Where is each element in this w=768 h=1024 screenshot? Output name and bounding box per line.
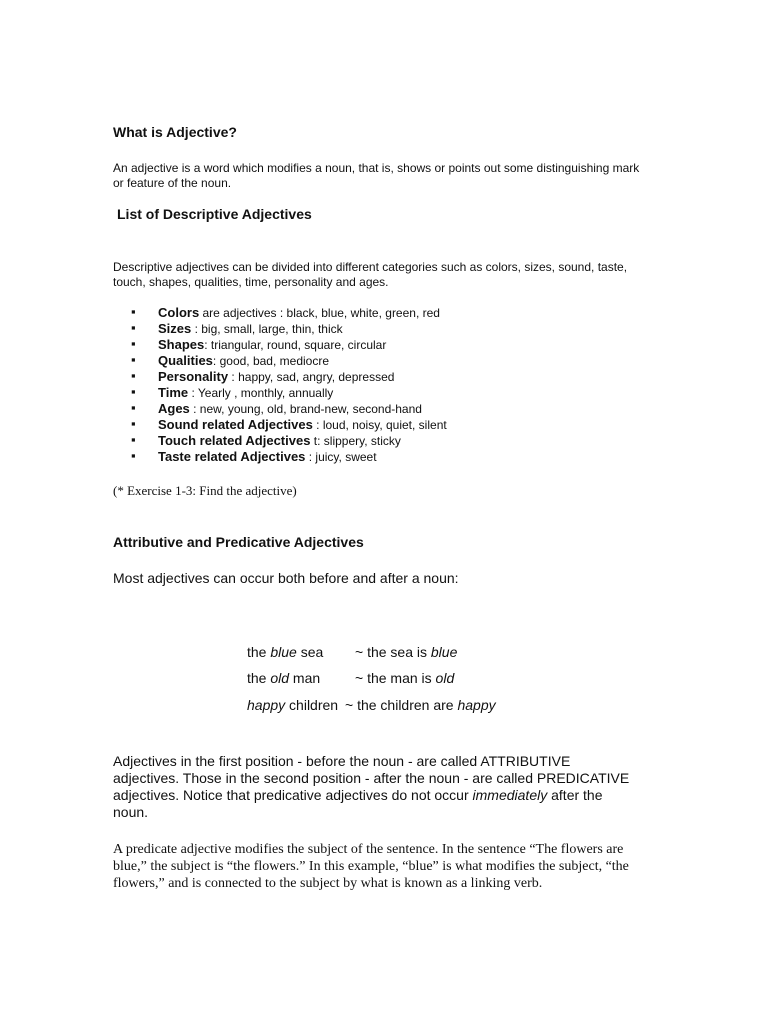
list-text: : juicy, sweet [305, 450, 377, 464]
list-text: t: slippery, sticky [310, 434, 401, 448]
list-item [113, 385, 447, 401]
list-text: : big, small, large, thin, thick [191, 322, 343, 336]
list-text: : loud, noisy, quiet, silent [312, 418, 447, 432]
list-text: : Yearly , monthly, annually [188, 386, 334, 400]
list-item [113, 417, 447, 433]
list-item [113, 337, 447, 353]
example-attributive-3: happy children [247, 697, 339, 713]
list-item [113, 433, 447, 449]
list-term: Sound related Adjectives [158, 417, 313, 432]
list-item [113, 401, 447, 417]
list-text: : happy, sad, angry, depressed [228, 370, 395, 384]
list-text: : new, young, old, brand-new, second-hand [189, 402, 422, 416]
examples-table [247, 644, 577, 724]
exercise-note: (* Exercise 1-3: Find the adjective) [113, 483, 297, 498]
list-term: Sizes [158, 321, 192, 336]
example-attributive-1: the blue sea [247, 644, 324, 660]
predicate-adjective-paragraph: A predicate adjective modifies the subject of the sentence. In the sentence “The flowers are blue,” the subject is “the flowers.” In this example, “blue” is what modifies the subject, “the flowers,” and is connected to the subject by what is known as a linking verb. [113, 842, 629, 891]
example-attributive-2: the old man [247, 670, 321, 686]
list-item [113, 369, 447, 385]
list-text: : good, bad, mediocre [212, 354, 329, 368]
list-item [113, 321, 447, 337]
list-item [113, 353, 447, 369]
list-term: Shapes [158, 337, 205, 352]
example-predicative-1: ~ the sea is blue [355, 644, 458, 660]
adjective-category-list [113, 305, 447, 465]
list-text: : triangular, round, square, circular [204, 338, 387, 352]
list-term: Taste related Adjectives [158, 449, 306, 464]
heading-attributive-predicative: Attributive and Predicative Adjectives [113, 534, 364, 550]
list-text: are adjectives : black, blue, white, green, red [199, 306, 440, 320]
descriptive-paragraph: Descriptive adjectives can be divided into different categories such as colors, sizes, sound, taste, touch, shapes, qualities, time, personality and ages. [113, 260, 628, 289]
heading-descriptive-adjectives: List of Descriptive Adjectives [117, 206, 312, 222]
list-term: Ages [158, 401, 190, 416]
list-term: Time [158, 385, 189, 400]
list-term: Colors [158, 305, 200, 320]
heading-what-is-adjective: What is Adjective? [113, 124, 237, 140]
list-term: Personality [158, 369, 229, 384]
most-adjectives-sentence: Most adjectives can occur both before and after a noun: [113, 570, 459, 586]
list-item [113, 305, 447, 321]
example-predicative-2: ~ the man is old [355, 670, 455, 686]
intro-paragraph: An adjective is a word which modifies a noun, that is, shows or points out some distinguishing mark or feature of the noun. [113, 161, 640, 190]
attributive-predicative-paragraph: Adjectives in the first position - before the noun - are called ATTRIBUTIVE adjectives. Those in the second position - after the noun - are called PREDICATIVE adjectives. Notice that predicative adjectives do not occur immediately after the noun. [113, 753, 630, 820]
example-predicative-3: ~ the children are happy [345, 697, 496, 713]
list-term: Touch related Adjectives [158, 433, 311, 448]
list-item [113, 449, 447, 465]
list-term: Qualities [158, 353, 213, 368]
